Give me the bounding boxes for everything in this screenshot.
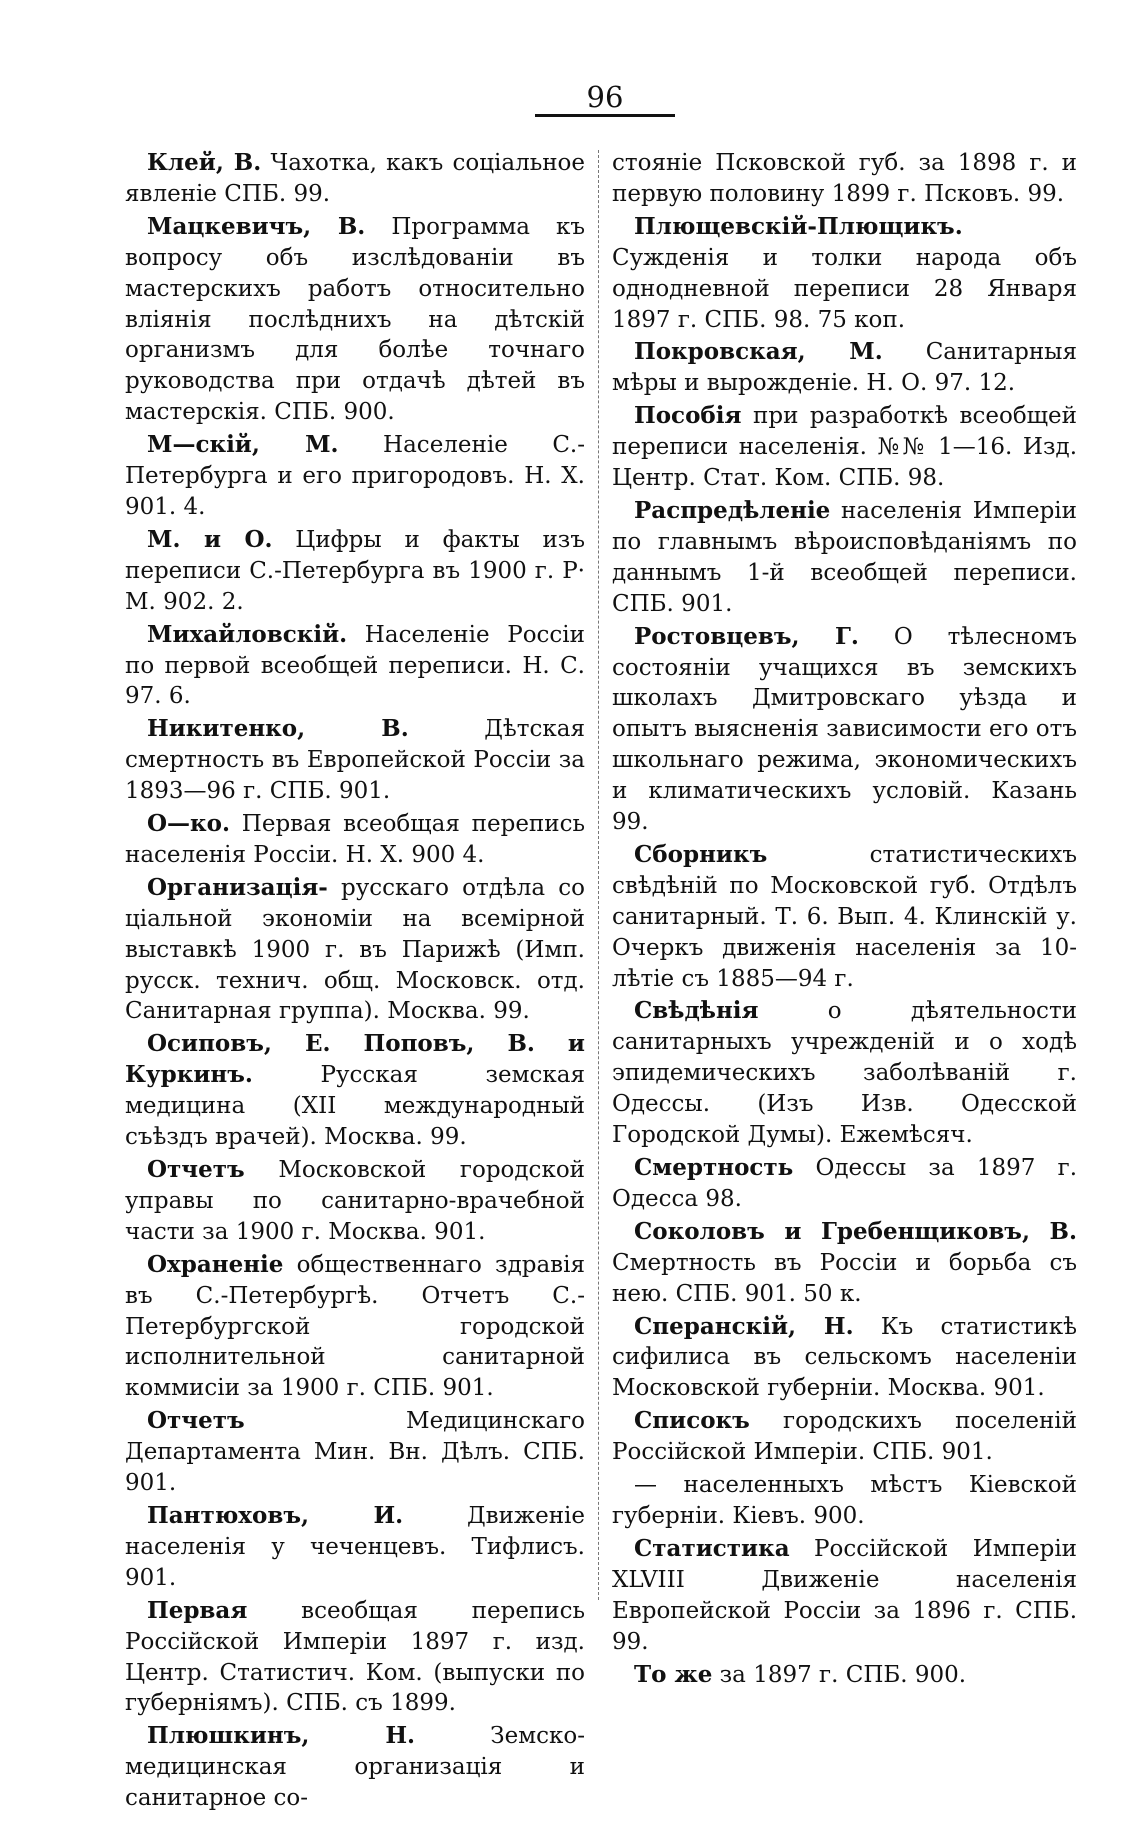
entry-heading: Распредѣленіе	[634, 496, 831, 524]
entry-heading: Сперанскій, Н.	[634, 1312, 854, 1340]
bibliography-entry	[612, 1217, 1077, 1310]
entry-text: Русская земская медицина (XII международный съѣздъ врачей). Москва. 99.	[125, 1062, 585, 1151]
entry-heading: Смертность	[634, 1154, 794, 1181]
right-column	[612, 148, 1077, 1692]
bibliography-entry	[125, 212, 585, 428]
entry-text: о дѣятельности санитарныхъ учрежденій и о ходѣ эпидемическихъ заболѣваній г. Одессы. (Изъ Изв. Одесской Городской Думы). Ежемѣсяч.	[612, 998, 1077, 1149]
bibliography-entry	[612, 1312, 1077, 1405]
bibliography-entry	[125, 1155, 585, 1248]
entry-heading: То же	[634, 1660, 713, 1688]
bibliography-entry	[125, 809, 585, 871]
bibliography-entry	[125, 1406, 585, 1499]
bibliography-entry	[125, 1501, 585, 1594]
page-number-rule	[535, 114, 675, 117]
entry-text: русскаго отдѣла со ціальной экономіи на всемірной выставкѣ 1900 г. въ Парижѣ (Имп. русск. технич. общ. Московск. отд. Санитарная группа). Москва. 99.	[125, 874, 585, 1025]
entry-heading: Отчетъ	[147, 1156, 245, 1183]
entry-heading: М—скій, М.	[147, 431, 339, 459]
entry-heading: Сборникъ	[634, 840, 768, 868]
entry-text: Движеніе населенія у чеченцевъ. Тифлисъ. 901.	[125, 1502, 585, 1591]
page-number: 96	[586, 80, 624, 114]
entry-text: — населенныхъ мѣстъ Кіевской губерніи. Кіевъ. 900.	[612, 1472, 1077, 1529]
bibliography-entry	[125, 525, 585, 618]
entry-heading: Осиповъ, Е. Поповъ, В. и Куркинъ.	[125, 1030, 585, 1089]
entry-text: при разработкѣ всеобщей переписи населенія. №№ 1—16. Изд. Центр. Стат. Ком. СПБ. 98.	[612, 403, 1077, 492]
entry-text: Къ статистикѣ сифилиса въ сельскомъ населеніи Московской губерніи. Москва. 901.	[612, 1313, 1077, 1402]
entry-text: общественнаго здравія въ С.-Петербургѣ. Отчетъ С.-Петербургской городской исполнительной санитарной коммисіи за 1900 г. СПБ. 901.	[125, 1251, 585, 1402]
bibliography-entry	[612, 337, 1077, 399]
entry-heading: Плющевскій-Плющикъ.	[634, 212, 963, 240]
column-divider	[598, 150, 599, 1600]
entry-text: Первая всеобщая перепись населенія Россіи. Н. X. 900 4.	[125, 811, 585, 868]
bibliography-entry	[612, 1406, 1077, 1468]
entry-heading: Покровская, М.	[634, 338, 883, 366]
bibliography-entry	[612, 996, 1077, 1151]
entry-text: за 1897 г. СПБ. 900.	[712, 1661, 967, 1688]
entry-heading: Первая	[147, 1596, 248, 1624]
entry-text: Дѣтская смертность въ Европейской Россіи за 1893—96 г. СПБ. 901.	[125, 716, 585, 805]
entry-heading: Охраненіе	[147, 1250, 284, 1278]
bibliography-entry	[612, 1660, 1077, 1691]
entry-text: Россійской Имперіи XLVIII Движеніе населенія Европейской Россіи за 1896 г. СПБ. 99.	[612, 1535, 1077, 1655]
bibliography-entry	[612, 840, 1077, 995]
entry-heading: Мацкевичъ, В.	[147, 212, 366, 240]
entry-heading: Списокъ	[634, 1407, 750, 1435]
entry-text: Чахотка, какъ соціальное явленіе СПБ. 99.	[125, 150, 586, 207]
entry-text: Населеніе Россіи по первой всеобщей переписи. Н. С. 97. 6.	[125, 621, 585, 710]
entry-text: Одессы за 1897 г. Одесса 98.	[612, 1155, 1077, 1212]
entry-heading: Свѣдѣнія	[634, 997, 759, 1025]
left-column	[125, 148, 585, 1816]
entry-text: Цифры и факты изъ переписи С.-Петербурга въ 1900 г. Р· М. 902. 2.	[125, 526, 585, 615]
entry-text: Медицинскаго Департамента Мин. Вн. Дѣлъ. СПБ. 901.	[125, 1408, 585, 1497]
bibliography-entry	[612, 1534, 1077, 1658]
bibliography-entry	[612, 496, 1077, 620]
entry-text: Программа къ вопросу объ изслѣдованіи въ мастерскихъ работъ относительно вліянія послѣднихъ на дѣтскій организмъ для болѣе точнаго руководства при отдачѣ дѣтей въ мастерскія. СПБ. 900.	[125, 213, 585, 426]
entry-continuation: стояніе Псковской губ. за 1898 г. и первую половину 1899 г. Псковъ. 99.	[612, 150, 1077, 207]
entry-heading: Организація-	[147, 873, 328, 901]
bibliography-entry	[125, 1721, 585, 1814]
entry-heading: Статистика	[634, 1534, 790, 1562]
entry-heading: Пантюховъ, И.	[147, 1501, 404, 1529]
bibliography-entry	[125, 1029, 585, 1153]
bibliography-entry	[125, 148, 585, 210]
entry-text: О тѣлесномъ состояніи учащихся въ земскихъ школахъ Дмитровскаго уѣзда и опытъ выясненія зависимости его отъ школьнаго режима, экономическихъ и климатическихъ условій. Казань 99.	[612, 623, 1077, 836]
entry-heading: Пособія	[634, 402, 742, 430]
entry-heading: О—ко.	[147, 810, 230, 838]
bibliography-entry	[125, 873, 585, 1028]
entry-text: Московской городской управы по санитарно-врачебной части за 1900 г. Москва. 901.	[125, 1157, 585, 1245]
bibliography-entry	[612, 622, 1077, 838]
bibliography-entry	[125, 620, 585, 713]
bibliography-entry	[612, 212, 1077, 336]
entry-text: статистическихъ свѣдѣній по Московской губ. Отдѣлъ санитарный. Т. 6. Вып. 4. Клинскій у. Очеркъ движенія населенія за 10-лѣтіе съ 1885—94 г.	[612, 841, 1077, 992]
bibliography-entry	[612, 1153, 1077, 1215]
entry-heading: Ростовцевъ, Г.	[634, 622, 859, 650]
entry-heading: М. и О.	[147, 525, 273, 553]
entry-text: Населеніе С.-Петербурга и его пригородовъ. Н. X. 901. 4.	[125, 432, 585, 520]
entry-heading: Соколовъ и Гребенщиковъ, В.	[634, 1217, 1077, 1245]
entry-text: Смертность въ Россіи и борьба съ нею. СПБ. 901. 50 к.	[612, 1249, 1077, 1307]
entry-text: городскихъ поселеній Россійской Имперіи. СПБ. 901.	[612, 1408, 1077, 1466]
entry-heading: Михайловскій.	[147, 620, 348, 648]
entry-heading: Отчетъ	[147, 1407, 245, 1435]
bibliography-entry	[612, 401, 1077, 494]
entry-heading: Плюшкинъ, Н.	[147, 1722, 416, 1750]
bibliography-entry	[612, 1470, 1077, 1532]
bibliography-entry	[125, 1250, 585, 1405]
entry-text: Земско-медицинская организація и санитарное со-	[125, 1723, 585, 1812]
entry-text: Сужденія и толки народа объ однодневной переписи 28 Января 1897 г. СПБ. 98. 75 коп.	[612, 244, 1077, 333]
entry-heading: Клей, В.	[147, 149, 262, 176]
entry-heading: Никитенко, В.	[147, 715, 409, 743]
entry-text: всеобщая перепись Россійской Имперіи 1897 г. изд. Центр. Статистич. Ком. (выпуски по губерніямъ). СПБ. съ 1899.	[125, 1597, 585, 1717]
entry-text: населенія Имперіи по главнымъ вѣроисповѣданіямъ по даннымъ 1-й всеобщей переписи. СПБ. 901.	[612, 497, 1077, 617]
bibliography-entry	[125, 1596, 585, 1720]
entry-text: Санитарныя мѣры и вырожденіе. Н. О. 97. 12.	[612, 339, 1077, 397]
bibliography-entry	[125, 714, 585, 807]
bibliography-entry	[125, 430, 585, 523]
